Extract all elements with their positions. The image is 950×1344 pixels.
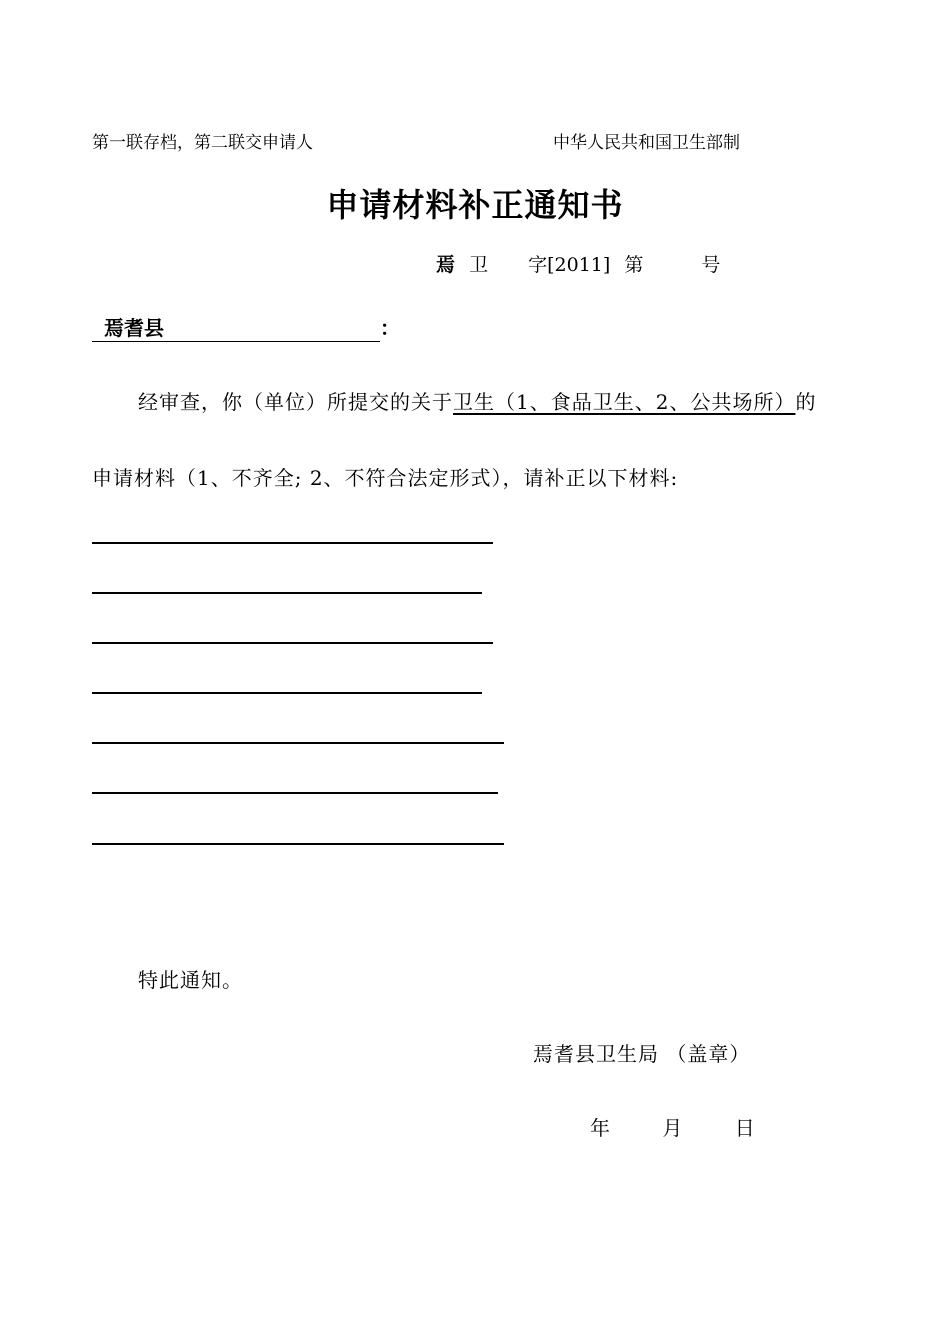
blank-line-1[interactable] xyxy=(92,542,493,544)
date-year: 年 xyxy=(590,1116,610,1140)
blank-line-7[interactable] xyxy=(92,843,504,845)
blank-line-2[interactable] xyxy=(92,592,482,594)
blank-line-3[interactable] xyxy=(92,642,493,644)
issuer-signature: 焉耆县卫生局 （盖章） xyxy=(533,1042,751,1066)
document-title: 申请材料补正通知书 xyxy=(326,186,624,224)
body-paragraph-2: 申请材料（1、不齐全; 2、不符合法定形式），请补正以下材料: xyxy=(92,466,679,490)
doc-number-prefix: 卫 xyxy=(469,254,489,276)
doc-number-di: 第 xyxy=(624,254,644,276)
blank-line-5[interactable] xyxy=(92,742,504,744)
recipient-name-field[interactable]: 焉耆县 xyxy=(92,312,380,342)
header-left-note: 第一联存档，第二联交申请人 xyxy=(92,133,313,153)
body-p1-suffix: 的 xyxy=(795,390,817,414)
doc-number-year: 字[2011] xyxy=(528,254,611,276)
header-issuer-note: 中华人民共和国卫生部制 xyxy=(553,133,740,153)
closing-text: 特此通知。 xyxy=(138,968,243,992)
doc-number-prefix-bold: 焉 xyxy=(436,254,456,276)
doc-number-hao: 号 xyxy=(701,254,721,276)
blank-line-6[interactable] xyxy=(92,792,498,794)
body-p1-subject: 卫生（1、食品卫生、2、公共场所） xyxy=(453,390,796,414)
document-number xyxy=(436,250,720,277)
body-paragraph-1 xyxy=(138,386,816,415)
date-line xyxy=(590,1112,755,1141)
date-month: 月 xyxy=(662,1116,683,1140)
recipient-line xyxy=(92,312,400,342)
body-p1-prefix: 经审查，你（单位）所提交的关于 xyxy=(138,390,453,414)
date-day: 日 xyxy=(734,1116,755,1140)
recipient-colon: ： xyxy=(380,316,400,340)
blank-line-4[interactable] xyxy=(92,692,482,694)
